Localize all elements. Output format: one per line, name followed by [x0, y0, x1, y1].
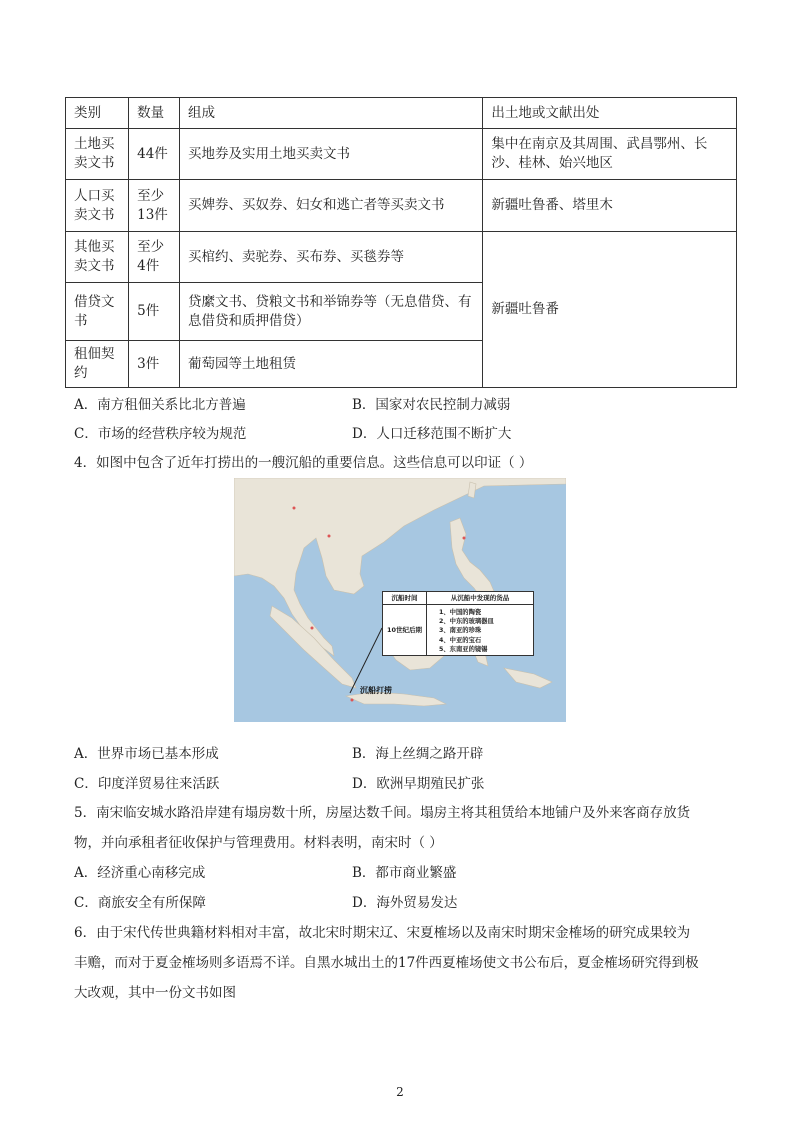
cell-composition: 贷縻文书、贷粮文书和举锦券等（无息借贷、有息借贷和质押借贷）: [180, 283, 483, 341]
list-item: 3、南亚的珍珠: [439, 627, 482, 635]
shipwreck-legend: [382, 591, 534, 656]
cell-source: 新疆吐鲁番、塔里木: [483, 180, 737, 232]
cell-category: 土地买卖文书: [66, 129, 129, 180]
header-composition: 组成: [180, 98, 483, 129]
q3-option-b: B．国家对农民控制力减弱: [352, 397, 511, 413]
q4-option-c: C．印度洋贸易往来活跃: [74, 776, 220, 792]
q5-stem-line2: 物，并向承租者征收保护与管理费用。材料表明，南宋时（ ）: [74, 835, 443, 851]
cell-source-merged: 新疆吐鲁番: [483, 232, 737, 388]
table-row: [66, 232, 737, 283]
q6-line3: 大改观，其中一份文书如图: [74, 985, 236, 1001]
q3-option-c: C．市场的经营秩序较为规范: [74, 426, 247, 442]
q4-stem: 4．如图中包含了近年打捞出的一艘沉船的重要信息。这些信息可以印证（ ）: [74, 455, 533, 471]
cell-category: 租佃契约: [66, 341, 129, 388]
legend-goods-list: [439, 608, 494, 654]
table-row: [66, 129, 737, 180]
page-number: 2: [396, 1085, 404, 1099]
cell-composition: 买婢券、买奴券、妇女和逃亡者等买卖文书: [180, 180, 483, 232]
cell-count: 44件: [129, 129, 180, 180]
cell-source: 集中在南京及其周围、武昌鄂州、长沙、桂林、始兴地区: [483, 129, 737, 180]
q3-option-a: A．南方租佃关系比北方普遍: [74, 397, 246, 413]
cell-count: 5件: [129, 283, 180, 341]
header-source: 出土地或文献出处: [483, 98, 737, 129]
list-item: 1、中国的陶瓷: [439, 609, 482, 616]
cell-category: 借贷文书: [66, 283, 129, 341]
cell-composition: 买地券及实用土地买卖文书: [180, 129, 483, 180]
q5-option-c: C．商旅安全有所保障: [74, 895, 206, 911]
list-item: 4、中亚的宝石: [439, 636, 482, 644]
q5-option-a: A．经济重心南移完成: [74, 865, 206, 881]
shipwreck-map: [234, 478, 566, 722]
header-count: 数量: [129, 98, 180, 129]
q5-option-b: B．都市商业繁盛: [352, 865, 457, 881]
table-row: [66, 180, 737, 232]
cell-count: 至少13件: [129, 180, 180, 232]
cell-category: 其他买卖文书: [66, 232, 129, 283]
q3-option-d: D．人口迁移范围不断扩大: [352, 426, 512, 442]
header-category: 类别: [66, 98, 129, 129]
cell-count: 至少4件: [129, 232, 180, 283]
wreck-location-label: 沉船打捞: [360, 686, 392, 695]
table-header-row: [66, 98, 737, 129]
q5-option-d: D．海外贸易发达: [352, 895, 458, 911]
documents-table: [65, 97, 737, 388]
q6-line1: 6．由于宋代传世典籍材料相对丰富，故北宋时期宋辽、宋夏榷场以及南宋时期宋金榷场的研究成果较为: [74, 925, 691, 941]
list-item: 2、中东的玻璃器皿: [439, 618, 494, 626]
q4-option-a: A．世界市场已基本形成: [74, 746, 219, 762]
legend-header-goods: 从沉船中发现的货品: [427, 592, 533, 605]
cell-count: 3件: [129, 341, 180, 388]
q4-option-b: B．海上丝绸之路开辟: [352, 746, 484, 762]
cell-category: 人口买卖文书: [66, 180, 129, 232]
cell-composition: 葡萄园等土地租赁: [180, 341, 483, 388]
q4-option-d: D．欧洲早期殖民扩张: [352, 776, 485, 792]
legend-header-time: 沉船时间: [383, 592, 427, 605]
cell-composition: 买棺约、卖驼券、买布券、买毯券等: [180, 232, 483, 283]
legend-period: 10世纪后期: [383, 605, 427, 655]
list-item: 5、东南亚的镜锡: [439, 645, 488, 653]
q5-stem-line1: 5．南宋临安城水路沿岸建有塌房数十所，房屋达数千间。塌房主将其租赁给本地铺户及外来客商存放货: [74, 805, 691, 821]
q6-line2: 丰赡，而对于夏金榷场则多语焉不详。自黑水城出土的17件西夏榷场使文书公布后，夏金榷场研究得到极: [74, 955, 699, 971]
